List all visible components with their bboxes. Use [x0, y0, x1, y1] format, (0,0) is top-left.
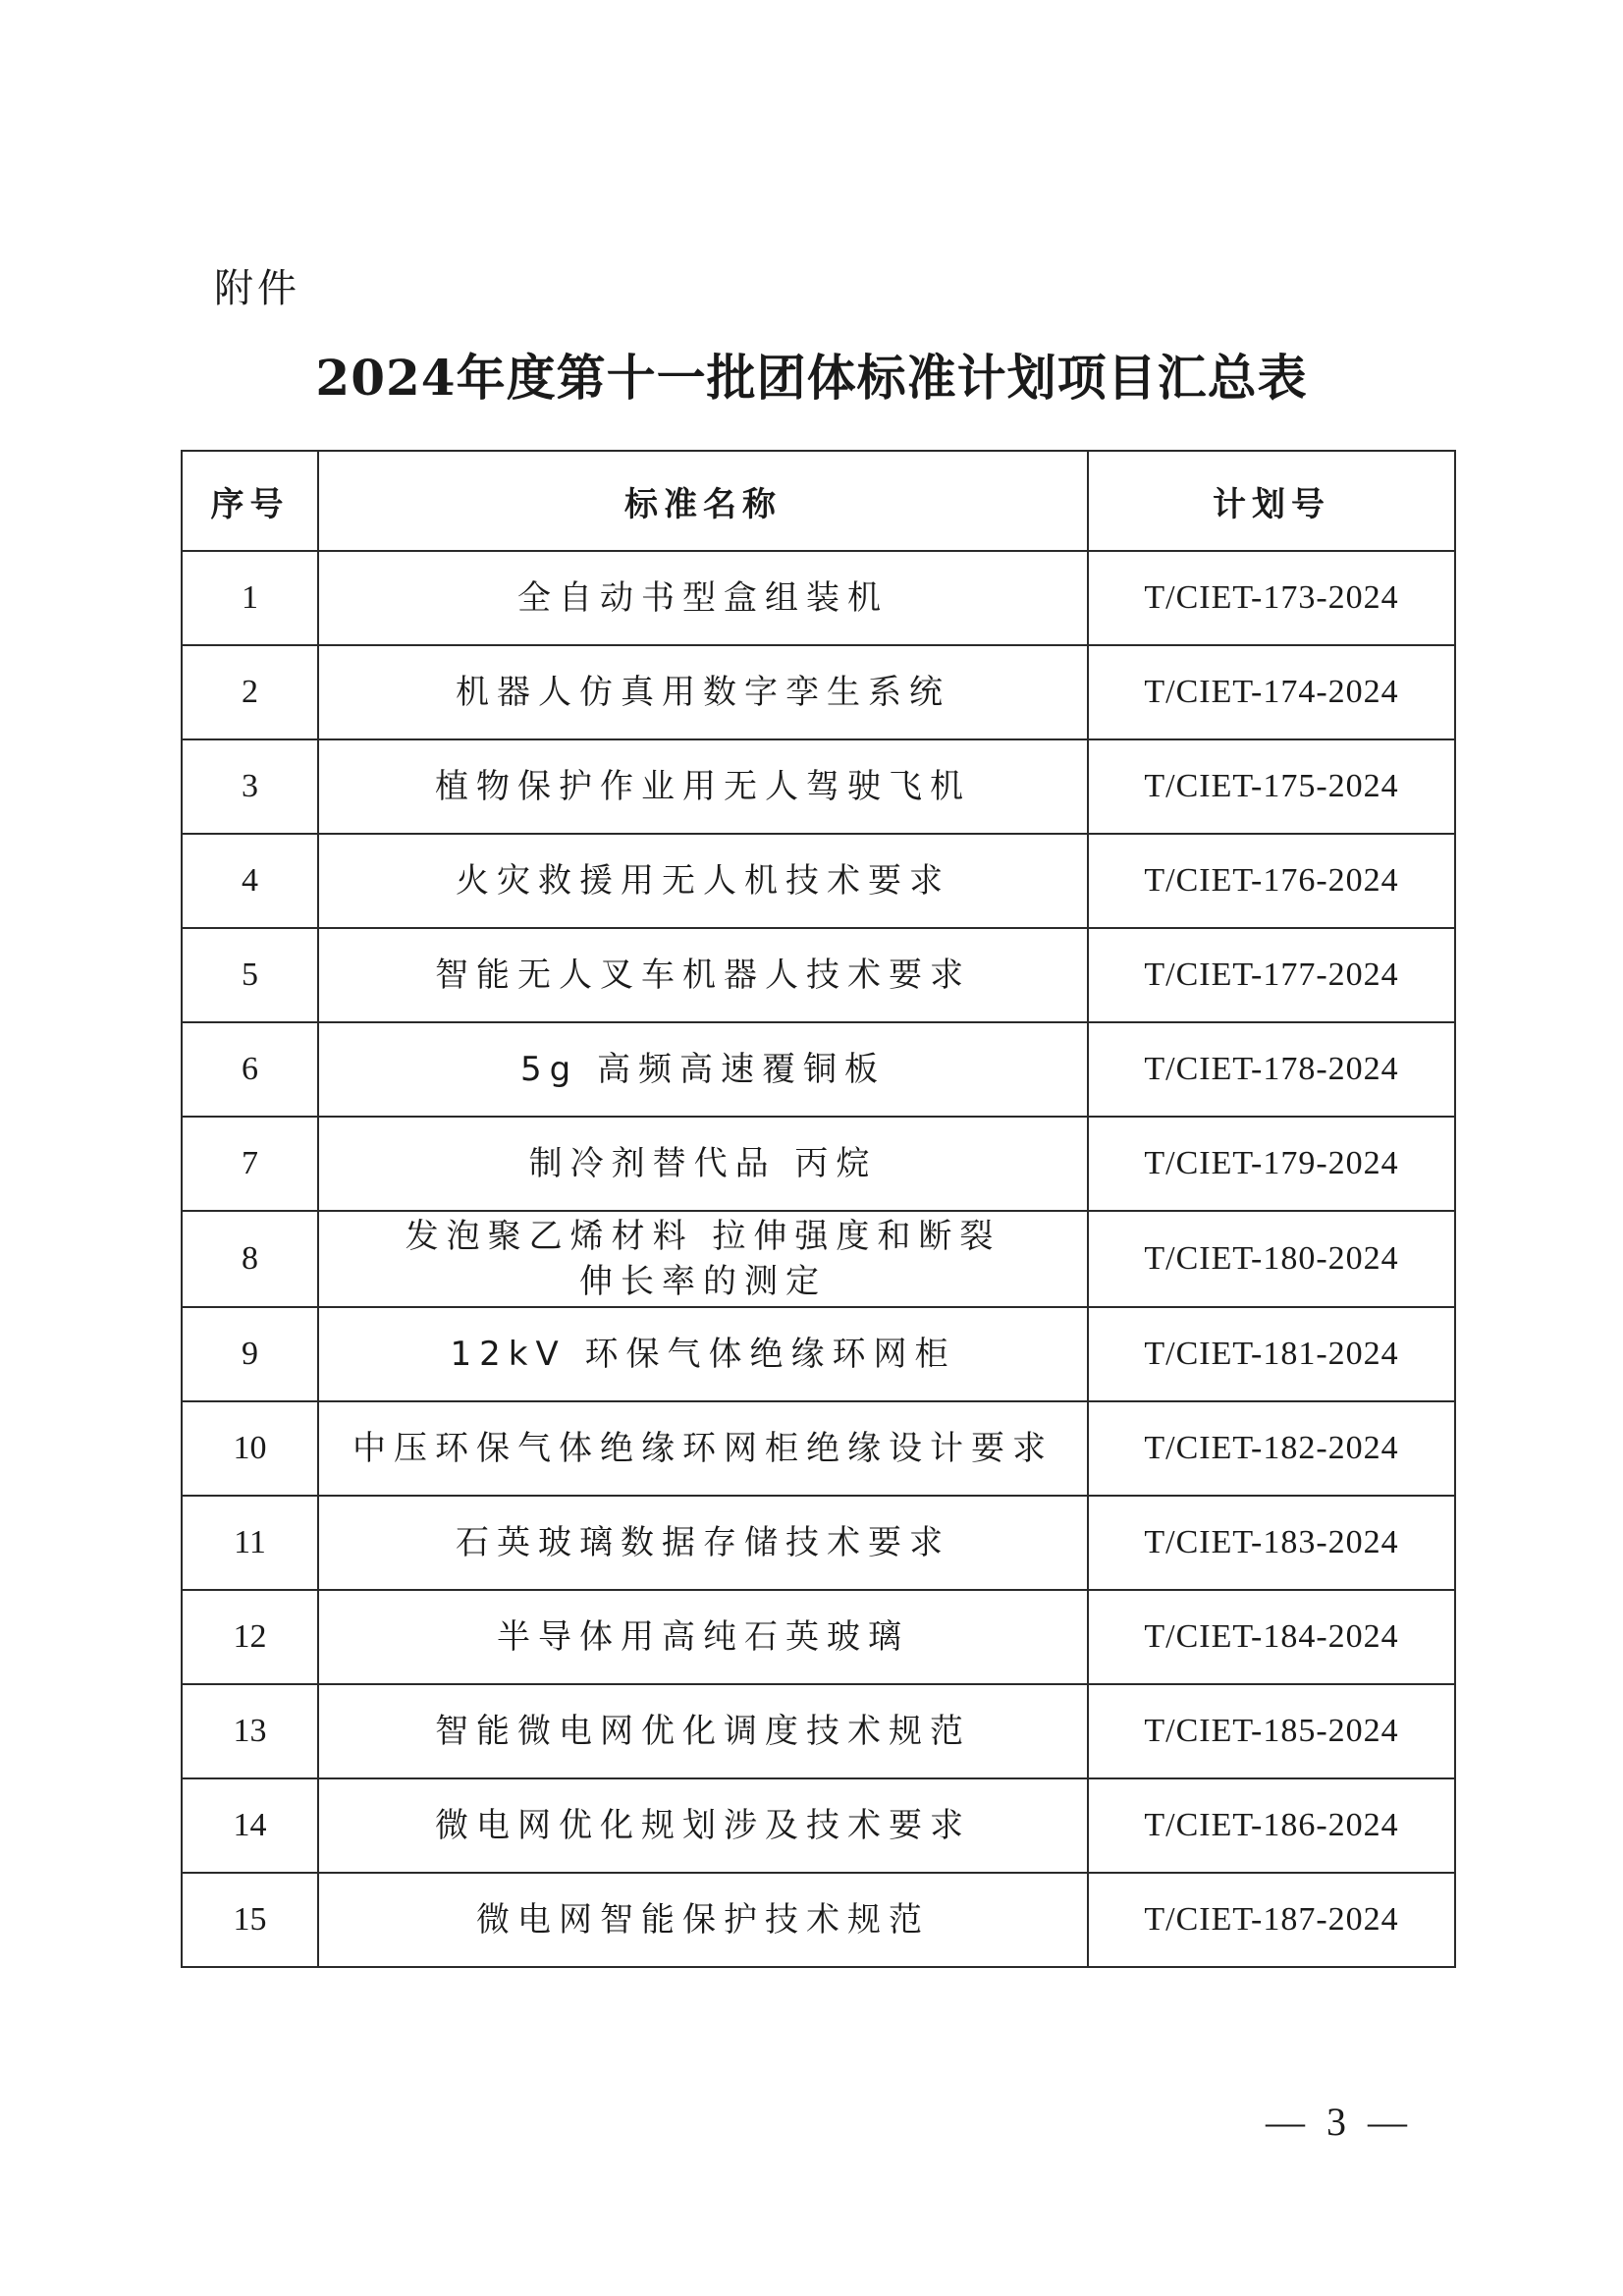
table-row — [182, 1778, 1455, 1873]
row-standard-name: 植物保护作业用无人驾驶飞机 — [318, 739, 1088, 834]
row-standard-name: 微电网智能保护技术规范 — [318, 1873, 1088, 1967]
row-plan-number: T/CIET-181-2024 — [1088, 1307, 1455, 1401]
row-index: 13 — [182, 1684, 318, 1778]
table-row — [182, 1496, 1455, 1590]
standards-plan-table — [181, 450, 1456, 1968]
table-row — [182, 551, 1455, 645]
row-index: 5 — [182, 928, 318, 1022]
row-index: 7 — [182, 1117, 318, 1211]
table-row — [182, 1684, 1455, 1778]
row-standard-name: 5g 高频高速覆铜板 — [318, 1022, 1088, 1117]
row-plan-number: T/CIET-178-2024 — [1088, 1022, 1455, 1117]
row-index: 10 — [182, 1401, 318, 1496]
table-row — [182, 645, 1455, 739]
table-row — [182, 1401, 1455, 1496]
row-index: 11 — [182, 1496, 318, 1590]
table-row — [182, 928, 1455, 1022]
row-index: 8 — [182, 1211, 318, 1307]
row-plan-number: T/CIET-180-2024 — [1088, 1211, 1455, 1307]
row-standard-name: 智能无人叉车机器人技术要求 — [318, 928, 1088, 1022]
table-row — [182, 1117, 1455, 1211]
row-plan-number: T/CIET-173-2024 — [1088, 551, 1455, 645]
row-index: 4 — [182, 834, 318, 928]
row-index: 2 — [182, 645, 318, 739]
row-standard-name: 全自动书型盒组装机 — [318, 551, 1088, 645]
row-index: 15 — [182, 1873, 318, 1967]
row-standard-name: 12kV 环保气体绝缘环网柜 — [318, 1307, 1088, 1401]
table-row — [182, 739, 1455, 834]
row-index: 14 — [182, 1778, 318, 1873]
row-index: 3 — [182, 739, 318, 834]
table-row — [182, 1307, 1455, 1401]
attachment-label: 附件 — [214, 266, 300, 311]
row-standard-name: 火灾救援用无人机技术要求 — [318, 834, 1088, 928]
row-index: 9 — [182, 1307, 318, 1401]
row-index: 1 — [182, 551, 318, 645]
row-standard-name: 制冷剂替代品 丙烷 — [318, 1117, 1088, 1211]
header-index: 序号 — [182, 451, 318, 551]
row-index: 12 — [182, 1590, 318, 1684]
row-plan-number: T/CIET-184-2024 — [1088, 1590, 1455, 1684]
row-index: 6 — [182, 1022, 318, 1117]
row-plan-number: T/CIET-174-2024 — [1088, 645, 1455, 739]
row-plan-number: T/CIET-187-2024 — [1088, 1873, 1455, 1967]
row-standard-name: 智能微电网优化调度技术规范 — [318, 1684, 1088, 1778]
row-standard-name: 半导体用高纯石英玻璃 — [318, 1590, 1088, 1684]
document-title: 2024年度第十一批团体标准计划项目汇总表 — [315, 349, 1308, 407]
row-plan-number: T/CIET-177-2024 — [1088, 928, 1455, 1022]
row-plan-number: T/CIET-175-2024 — [1088, 739, 1455, 834]
header-standard-name: 标准名称 — [318, 451, 1088, 551]
row-plan-number: T/CIET-182-2024 — [1088, 1401, 1455, 1496]
row-plan-number: T/CIET-186-2024 — [1088, 1778, 1455, 1873]
table-header-row — [182, 451, 1455, 551]
table-row — [182, 1211, 1455, 1307]
header-plan-number: 计划号 — [1088, 451, 1455, 551]
row-standard-name: 机器人仿真用数字孪生系统 — [318, 645, 1088, 739]
row-standard-name: 发泡聚乙烯材料 拉伸强度和断裂 伸长率的测定 — [318, 1211, 1088, 1307]
row-standard-name: 石英玻璃数据存储技术要求 — [318, 1496, 1088, 1590]
row-standard-name: 中压环保气体绝缘环网柜绝缘设计要求 — [318, 1401, 1088, 1496]
row-plan-number: T/CIET-179-2024 — [1088, 1117, 1455, 1211]
row-plan-number: T/CIET-176-2024 — [1088, 834, 1455, 928]
row-plan-number: T/CIET-183-2024 — [1088, 1496, 1455, 1590]
table-body — [182, 551, 1455, 1967]
table-row — [182, 1590, 1455, 1684]
row-plan-number: T/CIET-185-2024 — [1088, 1684, 1455, 1778]
table-row — [182, 1873, 1455, 1967]
page-number: — 3 — — [1266, 2100, 1413, 2144]
row-standard-name: 微电网优化规划涉及技术要求 — [318, 1778, 1088, 1873]
table-row — [182, 834, 1455, 928]
table-row — [182, 1022, 1455, 1117]
